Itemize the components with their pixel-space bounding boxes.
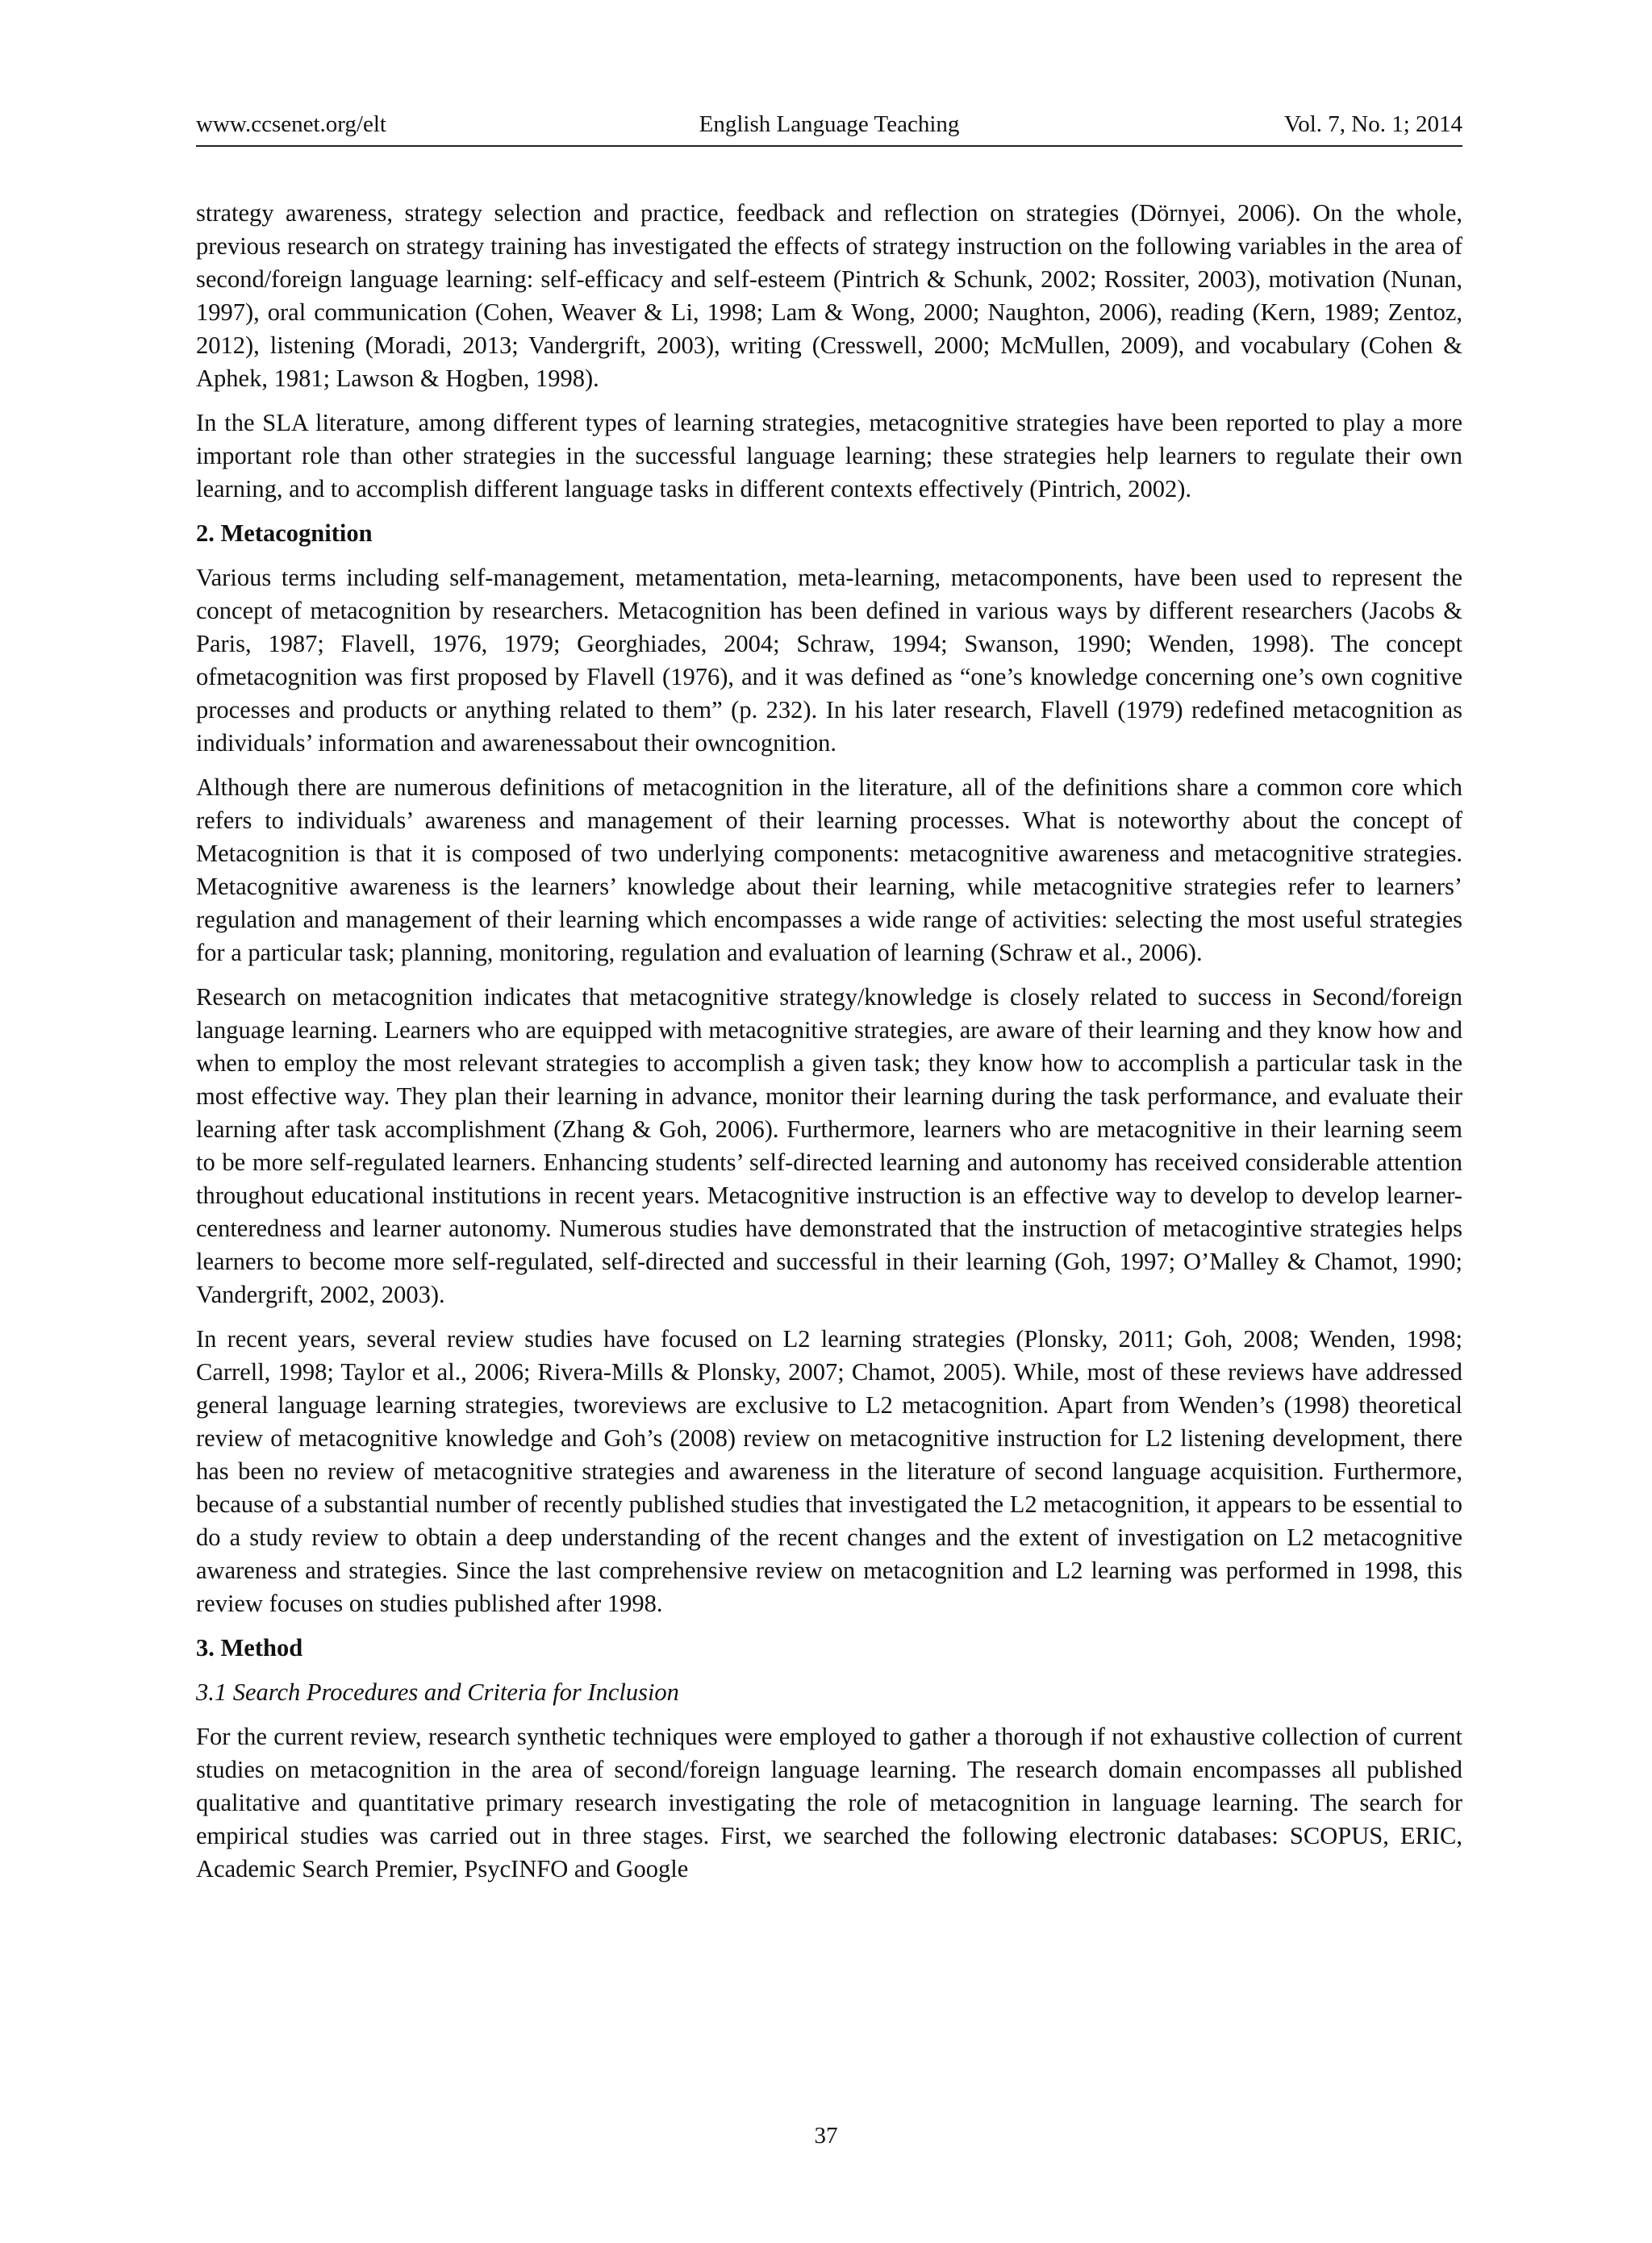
paragraph-search-procedures: For the current review, research synthetic techniques were employed to gather a thorough if not exhaustive collection of current studies on metacognition in the area of second/foreign language learning. The research domain encompasses all published qualitative and quantitative primary research investigating the role of metacognition in language learning. The search for empirical studies was carried out in three stages. First, we searched the following electronic databases: SCOPUS, ERIC, Academic Search Premier, PsycINFO and Google (196, 1723, 1462, 1882)
paragraph-strategy-training: strategy awareness, strategy selection and practice, feedback and reflection on strategies (Dörnyei, 2006). On the whole, previous research on strategy training has investigated the effects of strategy instruction on the following variables in the area of second/foreign language learning: self-efficacy and self-esteem (Pintrich & Schunk, 2002; Rossiter, 2003), motivation (Nunan, 1997), oral communication (Cohen, Weaver & Li, 1998; Lam & Wong, 2000; Naughton, 2006), reading (Kern, 1989; Zentoz, 2012), listening (Moradi, 2013; Vandergrift, 2003), writing (Cresswell, 2000; McMullen, 2009), and vocabulary (Cohen & Aphek, 1981; Lawson & Hogben, 1998). (196, 199, 1462, 392)
paragraph-metacognition-research: Research on metacognition indicates that metacognitive strategy/knowledge is closely related to success in Second/foreign language learning. Learners who are equipped with metacognitive strategies, are aware of their learning and they know how and when to employ the most relevant strategies to accomplish a given task; they know how to accomplish a particular task in the most effective way. They plan their learning in advance, monitor their learning during the task performance, and evaluate their learning after task accomplishment (Zhang & Goh, 2006). Furthermore, learners who are metacognitive in their learning seem to be more self-regulated learners. Enhancing students’ self-directed learning and autonomy has received considerable attention throughout educational institutions in recent years. Metacognitive instruction is an effective way to develop to develop learner-centeredness and learner autonomy. Numerous studies have demonstrated that the instruction of metacogintive strategies helps learners to become more self-regulated, self-directed and successful in their learning (Goh, 1997; O’Malley & Chamot, 1990; Vandergrift, 2002, 2003). (196, 983, 1462, 1308)
section-heading-metacognition: 2. Metacognition (196, 519, 373, 547)
paragraph-review-studies: In recent years, several review studies have focused on L2 learning strategies (Plonsky, 2011; Goh, 2008; Wenden, 1998; Carrell, 1998; Taylor et al., 2006; Rivera-Mills & Plonsky, 2007; Chamot, 2005). While, most of these reviews have addressed general language learning strategies, tworeviews are exclusive to L2 metacognition. Apart from Wenden’s (1998) theoretical review of metacognitive knowledge and Goh’s (2008) review on metacognitive instruction for L2 listening development, there has been no review of metacognitive strategies and awareness in the literature of second language acquisition. Furthermore, because of a substantial number of recently published studies that investigated the L2 metacognition, it appears to be essential to do a study review to obtain a deep understanding of the recent changes and the extent of investigation on L2 metacognitive awareness and strategies. Since the last comprehensive review on metacognition and L2 learning was performed in 1998, this review focuses on studies published after 1998. (196, 1325, 1462, 1617)
volume-info: Vol. 7, No. 1; 2014 (1283, 111, 1462, 137)
paragraph-metacognition-terms: Various terms including self-management, metamentation, meta-learning, metacomponents, have been used to represent the concept of metacognition by researchers. Metacognition has been defined in various ways by different researchers (Jacobs & Paris, 1987; Flavell, 1976, 1979; Georghiades, 2004; Schraw, 1994; Swanson, 1990; Wenden, 1998). The concept ofmetacognition was first proposed by Flavell (1976), and it was defined as “one’s knowledge concerning one’s own cognitive processes and products or anything related to them” (p. 232). In his later research, Flavell (1979) redefined metacognition as individuals’ information and awarenessabout their owncognition. (196, 564, 1462, 757)
section-heading-method: 3. Method (196, 1634, 303, 1661)
journal-url: www.ccsenet.org/elt (196, 111, 386, 137)
page-number: 37 (814, 2123, 838, 2149)
running-header (196, 110, 1462, 147)
paragraph-metacognition-definitions: Although there are numerous definitions of metacognition in the literature, all of the definitions share a common core which refers to individuals’ awareness and management of their learning processes. What is noteworthy about the concept of Metacognition is that it is composed of two underlying components: metacognitive awareness and metacognitive strategies. Metacognitive awareness is the learners’ knowledge about their learning, while metacognitive strategies refer to learners’ regulation and management of their learning which encompasses a wide range of activities: selecting the most useful strategies for a particular task; planning, monitoring, regulation and evaluation of learning (Schraw et al., 2006). (196, 773, 1462, 966)
paragraph-sla-literature: In the SLA literature, among different types of learning strategies, metacognitive strategies have been reported to play a more important role than other strategies in the successful language learning; these strategies help learners to regulate their own learning, and to accomplish different language tasks in different contexts effectively (Pintrich, 2002). (196, 409, 1462, 502)
article-body (196, 197, 1462, 1897)
journal-title: English Language Teaching (699, 111, 960, 137)
subsection-heading-search-procedures: 3.1 Search Procedures and Criteria for Inclusion (196, 1678, 679, 1706)
